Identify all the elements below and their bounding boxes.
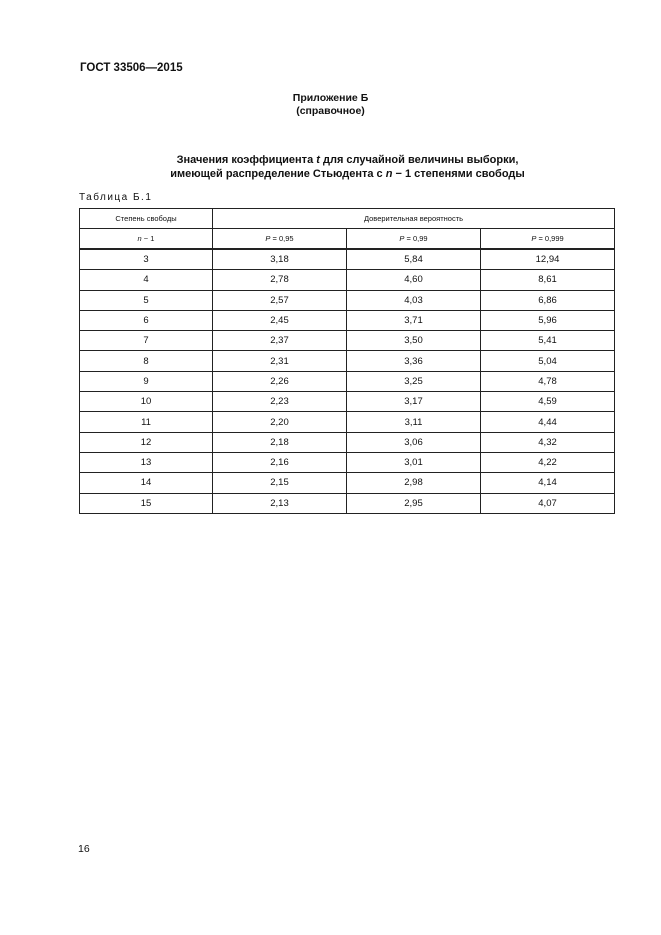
table-header-row (80, 209, 615, 229)
table-row (80, 310, 615, 330)
table-cell: 3,50 (347, 331, 481, 351)
table-cell: 3 (80, 249, 213, 270)
table-cell: 12 (80, 432, 213, 452)
table-cell: 2,16 (213, 452, 347, 472)
table-cell: 11 (80, 412, 213, 432)
table-cell: 5,41 (481, 331, 615, 351)
p-value: = 0,99 (404, 234, 428, 243)
table-cell: 9 (80, 371, 213, 391)
table-title-line-1 (0, 153, 661, 167)
subheader-p-099 (347, 229, 481, 250)
table-cell: 3,71 (347, 310, 481, 330)
p-variable: P (531, 234, 537, 243)
table-cell: 4,44 (481, 412, 615, 432)
table-title (0, 153, 661, 181)
table-cell: 2,23 (213, 392, 347, 412)
title-variable-t: t (316, 154, 320, 166)
header-degrees-of-freedom: Степень свободы (80, 209, 213, 229)
subheader-text: − 1 (141, 234, 155, 243)
table-subheader-row (80, 229, 615, 250)
table-cell: 4,59 (481, 392, 615, 412)
appendix-title: Приложение Б (292, 92, 369, 104)
table-cell: 4,78 (481, 371, 615, 391)
appendix-subtitle: (справочное) (296, 105, 365, 117)
table-cell: 5,04 (481, 351, 615, 371)
title-text: − 1 степенями свободы (392, 168, 525, 180)
table-row (80, 432, 615, 452)
table-cell: 5 (80, 290, 213, 310)
table-cell: 2,26 (213, 371, 347, 391)
table-cell: 2,95 (347, 493, 481, 513)
table-cell: 4 (80, 270, 213, 290)
document-code: ГОСТ 33506—2015 (80, 62, 183, 74)
table-row (80, 331, 615, 351)
table-row (80, 249, 615, 270)
table-cell: 7 (80, 331, 213, 351)
header-confidence-probability: Доверительная вероятность (213, 209, 615, 229)
p-variable: P (265, 234, 271, 243)
table-cell: 3,36 (347, 351, 481, 371)
p-value: = 0,999 (536, 234, 564, 243)
table-cell: 3,17 (347, 392, 481, 412)
subheader-n-minus-1 (80, 229, 213, 250)
table-cell: 2,13 (213, 493, 347, 513)
table-cell: 3,06 (347, 432, 481, 452)
table-label: Таблица Б.1 (79, 192, 153, 203)
table-cell: 6,86 (481, 290, 615, 310)
table-cell: 2,45 (213, 310, 347, 330)
p-value: = 0,95 (270, 234, 294, 243)
table-row (80, 371, 615, 391)
table-cell: 2,18 (213, 432, 347, 452)
table-cell: 2,57 (213, 290, 347, 310)
table-cell: 12,94 (481, 249, 615, 270)
appendix-heading (0, 92, 661, 118)
table-cell: 4,07 (481, 493, 615, 513)
table-cell: 15 (80, 493, 213, 513)
table-row (80, 473, 615, 493)
table-cell: 3,11 (347, 412, 481, 432)
table-cell: 2,37 (213, 331, 347, 351)
table-cell: 2,31 (213, 351, 347, 371)
table-title-line-2 (0, 167, 661, 181)
table-cell: 4,14 (481, 473, 615, 493)
title-text: Значения коэффициента (176, 154, 317, 166)
title-variable-n: n (385, 168, 393, 180)
table-cell: 2,20 (213, 412, 347, 432)
table-cell: 10 (80, 392, 213, 412)
table-row (80, 412, 615, 432)
table-cell: 5,84 (347, 249, 481, 270)
table-cell: 4,22 (481, 452, 615, 472)
table-row (80, 493, 615, 513)
page-number: 16 (78, 843, 90, 855)
table-cell: 3,01 (347, 452, 481, 472)
table-cell: 6 (80, 310, 213, 330)
title-text: имеющей распределение Стьюдента с (170, 168, 386, 180)
subheader-p-0999 (481, 229, 615, 250)
table-cell: 5,96 (481, 310, 615, 330)
table-cell: 8 (80, 351, 213, 371)
title-text: для случайной величины выборки, (319, 154, 519, 166)
table-cell: 4,32 (481, 432, 615, 452)
table-row (80, 392, 615, 412)
table-row (80, 452, 615, 472)
student-t-table (79, 208, 615, 514)
table-row (80, 290, 615, 310)
table-row (80, 270, 615, 290)
subheader-p-095 (213, 229, 347, 250)
table-cell: 8,61 (481, 270, 615, 290)
table-cell: 3,18 (213, 249, 347, 270)
table-cell: 14 (80, 473, 213, 493)
table-cell: 4,03 (347, 290, 481, 310)
table-cell: 2,98 (347, 473, 481, 493)
table-cell: 3,25 (347, 371, 481, 391)
table-cell: 13 (80, 452, 213, 472)
table-body (80, 249, 615, 513)
p-variable: P (399, 234, 405, 243)
table-row (80, 351, 615, 371)
table-cell: 2,78 (213, 270, 347, 290)
subheader-variable: n (137, 234, 142, 243)
table-cell: 2,15 (213, 473, 347, 493)
table-cell: 4,60 (347, 270, 481, 290)
